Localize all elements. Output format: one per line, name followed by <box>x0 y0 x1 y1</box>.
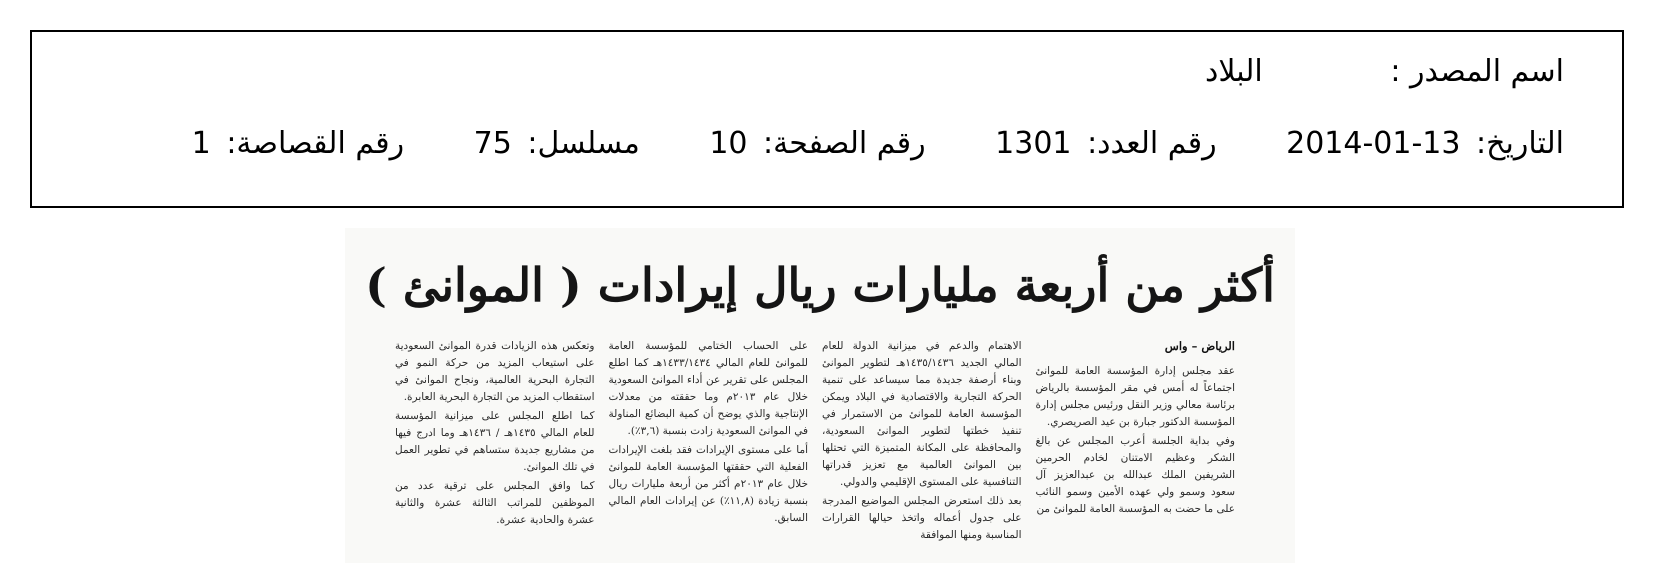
paragraph: على الحساب الختامي للمؤسسة العامة للموانئ للعام المالي ١٤٣٣/١٤٣٤هـ كما اطلع المجلس على تقرير عن أداء الموانئ السعودية خلال عام ٢٠١٣م وما حققته من معدلات الإنتاجية والذي يوضح أن كمية البضائع المناولة في الموانئ السعودية زادت بنسبة (٣,٦٪). <box>608 340 808 437</box>
paragraph: كما اطلع المجلس على ميزانية المؤسسة للعام المالي ١٤٣٥هـ / ١٤٣٦هـ وما ادرج فيها من مشاريع جديدة ستساهم في تطوير العمل في تلك الموانئ. <box>395 410 595 473</box>
date-value: 2014-01-13 <box>1286 126 1461 161</box>
newspaper-clipping <box>345 228 1295 563</box>
source-label: اسم المصدر : <box>1390 54 1564 89</box>
page-label: رقم الصفحة: <box>763 126 926 161</box>
article-dateline: الرياض – واس <box>1164 339 1235 353</box>
paragraph: وفي بداية الجلسة أعرب المجلس عن بالغ الشكر وعظيم الامتنان لخادم الحرمين الشريفين الملك عبدالله بن عبدالعزيز آل سعود وسمو ولي عهده الأمين وسمو النائب على ما حضت به المؤسسة العامة للموانئ من <box>1035 435 1235 515</box>
paragraph: الاهتمام والدعم في ميزانية الدولة للعام المالي الجديد ١٤٣٥/١٤٣٦هـ لتطوير الموانئ وبناء أرصفة جديدة مما سيساعد على تنمية الحركة التجارية والاقتصادية في البلاد ويمكن المؤسسة العامة للموانئ من الاستمرار في تنفيذ خطتها لتطوير الموانئ السعودية، والمحافظة على المكانة المتميزة التي تحتلها بين الموانئ العالمية مع تعزيز قدراتها التنافسية على المستوى الإقليمي والدولي. <box>822 340 1022 488</box>
paragraph: بعد ذلك استعرض المجلس المواضيع المدرجة على جدول أعماله واتخذ حيالها القرارات المناسبة ومنها الموافقة <box>822 495 1022 541</box>
article-column-2 <box>822 338 1022 553</box>
article-column-4 <box>395 338 595 553</box>
source-value: البلاد <box>1204 54 1263 89</box>
source-info-box <box>30 30 1624 208</box>
page-value: 10 <box>709 126 748 161</box>
paragraph: وتعكس هذه الزيادات قدرة الموانئ السعودية على استيعاب المزيد من حركة النمو في التجارة البحرية العالمية، ونجاح الموانئ في استقطاب المزيد من التجارة البحرية العابرة. <box>395 340 595 403</box>
article-headline: أكثر من أربعة مليارات ريال إيرادات ( الموانئ ) <box>365 258 1275 312</box>
clip-value: 1 <box>191 126 211 161</box>
paragraph: عقد مجلس إدارة المؤسسة العامة للموانئ اجتماعاً له أمس في مقر المؤسسة بالرياض برئاسة معالي وزير النقل ورئيس مجلس إدارة المؤسسة الدكتور جبارة بن عيد الصريصري. <box>1035 365 1235 428</box>
issue-value: 1301 <box>995 126 1072 161</box>
paragraph: أما على مستوى الإيرادات فقد بلغت الإيرادات الفعلية التي حققتها المؤسسة العامة للموانئ خلال عام ٢٠١٣م أكثر من أربعة مليارات ريال بنسبة زيادة (١١,٨٪) عن إيرادات العام المالي السابق. <box>608 444 808 524</box>
date-label: التاريخ: <box>1476 126 1564 161</box>
source-row <box>1145 54 1564 89</box>
article-column-1 <box>1036 338 1236 553</box>
serial-value: 75 <box>473 126 512 161</box>
article-column-3 <box>609 338 809 553</box>
issue-label: رقم العدد: <box>1087 126 1217 161</box>
article-columns <box>395 338 1235 553</box>
clip-label: رقم القصاصة: <box>226 126 405 161</box>
meta-row <box>192 126 1564 161</box>
paragraph: كما وافق المجلس على ترقية عدد من الموظفين للمراتب الثالثة عشرة والثانية عشرة والحادية عشرة. <box>395 480 595 526</box>
serial-label: مسلسل: <box>527 126 640 161</box>
